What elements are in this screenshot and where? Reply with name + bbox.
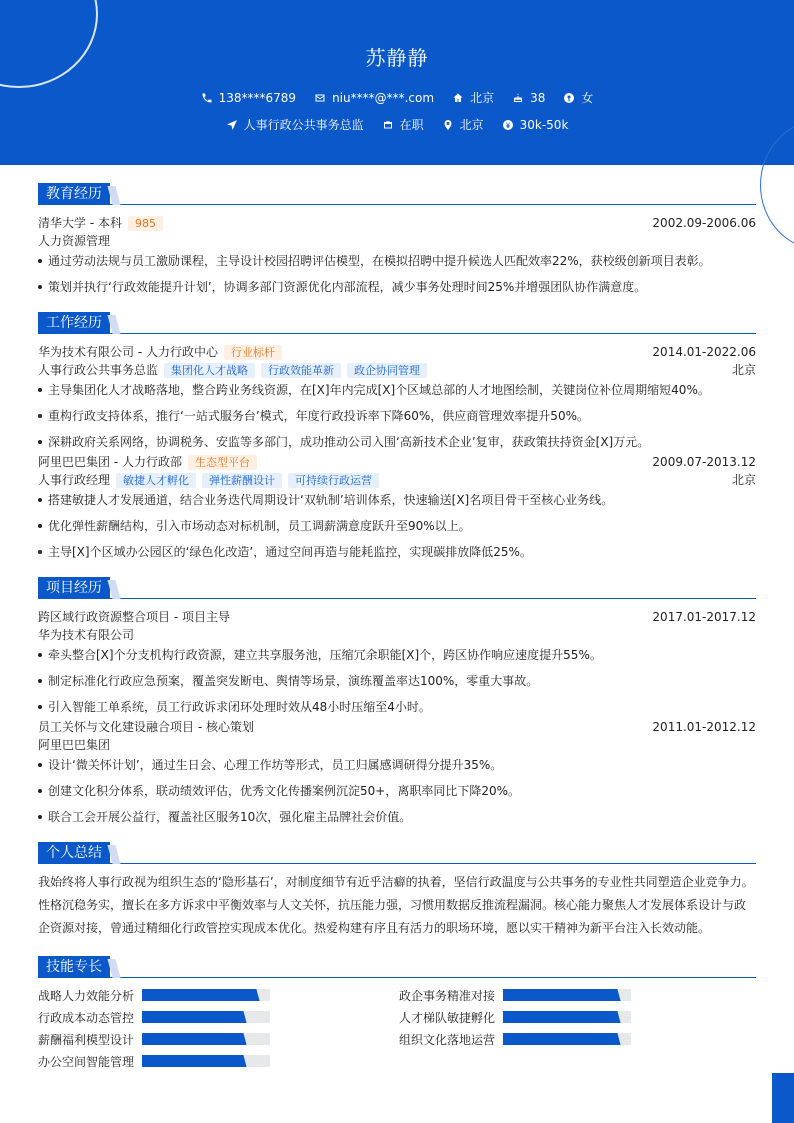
skill-level-fill [142,989,255,1001]
list-item: 联合工会开展公益行，覆盖社区服务10次，强化雇主品牌社会价值。 [38,809,756,826]
skill-level-bar [503,1011,631,1023]
list-item: 深耕政府关系网络，协调税务、安监等多部门，成功推动公司入围‘高新技术企业’复审，获政策扶持资金[X]万元。 [38,434,756,451]
home-icon [452,92,464,104]
email-text: niu****@***.com [332,90,435,105]
age-info [512,91,545,105]
skill-item [399,1009,756,1025]
skill-name: 薪酬福利模型设计 [38,1032,135,1047]
list-item: 通过劳动法规与员工激励课程，主导设计校园招聘评估模型，在模拟招聘中提升候选人匹配效率22%，获校级创新项目表彰。 [38,253,756,270]
company-tag: 生态型平台 [188,455,257,470]
skill-name: 政企事务精准对接 [399,988,496,1003]
send-icon [226,119,238,131]
work-section [38,312,756,561]
company-name: 华为技术有限公司 - 人力行政中心 [38,345,218,359]
education-dates: 2002.09-2006.06 [652,216,756,230]
skill-tag: 行政效能革新 [261,363,341,378]
skill-tag: 集团化人才战略 [164,363,255,378]
company-name: 阿里巴巴集团 - 人力行政部 [38,455,182,469]
work-city: 北京 [731,363,756,377]
skill-item [399,987,756,1003]
list-item: 引入智能工单系统，员工行政诉求闭环处理时效从48小时压缩至4小时。 [38,699,756,716]
target-position-text: 人事行政公共事务总监 [243,118,364,132]
education-header-row [38,214,756,232]
skills-grid [38,987,756,1069]
skill-level-fill [503,1011,616,1023]
list-item: 制定标准化行政应急预案，覆盖突发断电、舆情等场景，演练覆盖率达100%，零重大事故。 [38,673,756,690]
skill-name: 战略人力效能分析 [38,988,135,1003]
status-info [382,116,424,133]
target-position-info [226,116,364,133]
school-tag: 985 [128,216,163,231]
section-header [38,577,756,599]
section-header [38,183,756,205]
work-bullets [38,382,756,451]
skill-level-fill [142,1011,242,1023]
major: 人力资源管理 [38,234,111,248]
education-section [38,183,756,296]
work-dates: 2009.07-2013.12 [652,455,756,469]
list-item: 重构行政支持体系，推行‘一站式服务台’模式，年度行政投诉率下降60%，供应商管理效率提升50%。 [38,408,756,425]
project-name: 跨区域行政资源整合项目 - 项目主导 [38,610,230,624]
section-title: 工作经历 [38,312,110,334]
location-info [452,89,494,106]
decorative-block [772,1073,794,1123]
list-item: 优化弹性薪酬结构，引入市场动态对标机制，员工调薪满意度跃升至90%以上。 [38,518,756,535]
resume-body [38,183,756,1085]
list-item: 设计‘微关怀计划’，通过生日会、心理工作坊等形式，员工归属感调研得分提升35%。 [38,757,756,774]
project-org: 华为技术有限公司 [38,628,135,642]
skill-level-fill [503,1033,616,1045]
skill-name: 办公空间智能管理 [38,1054,135,1069]
skill-tag: 可持续行政运营 [288,473,379,488]
work-dates: 2014.01-2022.06 [652,345,756,359]
salary-info [502,118,569,132]
list-item: 主导集团化人才战略落地，整合跨业务线资源，在[X]年内完成[X]个区域总部的人才地图绘制，关键岗位补位周期缩短40%。 [38,382,756,399]
section-title: 个人总结 [38,842,110,864]
skill-level-bar [142,1033,270,1045]
project-entry [38,608,756,716]
section-title: 教育经历 [38,183,110,205]
school-name: 清华大学 - 本科 [38,216,122,230]
age-text: 38 [530,90,546,105]
skill-item [38,1009,399,1025]
list-item: 搭建敏捷人才发展通道，结合业务迭代周期设计‘双轨制’培训体系，快速输送[X]名项目骨干至核心业务线。 [38,492,756,509]
target-city-info [442,116,484,133]
skills-section [38,956,756,1069]
skill-tag: 敏捷人才孵化 [116,473,196,488]
gender-info [563,89,593,106]
skill-level-fill [142,1055,242,1067]
skill-level-fill [503,989,616,1001]
skill-item [399,1031,756,1047]
project-entry [38,718,756,826]
section-header [38,956,756,978]
list-item: 主导[X]个区域办公园区的‘绿色化改造’，通过空间再造与能耗监控，实现碳排放降低25%。 [38,544,756,561]
education-bullets [38,253,756,296]
money-icon [502,119,514,131]
summary-text: 我始终将人事行政视为组织生态的‘隐形基石’，对制度细节有近乎洁癖的执着，坚信行政温度与公共事务的专业性共同塑造企业竞争力。性格沉稳务实，擅长在多方诉求中平衡效率与人文关怀，抗压能力强，习惯用数据反推流程漏洞。核心能力聚焦人才发展体系设计与政企资源对接，曾通过精细化行政管控实现成本优化。热爱构建有序且有活力的职场环境，愿以实干精神为新平台注入长效动能。 [38,875,754,935]
skill-level-bar [503,989,631,1001]
project-bullets [38,647,756,716]
skill-level-bar [142,1011,270,1023]
skill-item [38,1031,399,1047]
skill-tag: 弹性薪酬设计 [202,473,282,488]
phone-icon [201,92,213,104]
candidate-name: 苏静静 [365,46,429,70]
location-text: 北京 [470,91,495,105]
project-dates: 2011.01-2012.12 [652,720,756,734]
skill-level-fill [142,1033,242,1045]
project-bullets [38,757,756,826]
email-icon [314,92,326,104]
project-dates: 2017.01-2017.12 [652,610,756,624]
work-city: 北京 [731,473,756,487]
salary-text: 30k-50k [519,117,569,132]
email-info [314,91,434,105]
project-org: 阿里巴巴集团 [38,738,111,752]
company-tag: 行业标杆 [224,345,282,360]
section-title: 技能专长 [38,956,110,978]
skill-level-bar [142,989,270,1001]
contact-info-row [0,89,794,106]
position-title: 人事行政经理 [38,473,111,487]
list-item: 创建文化积分体系，联动绩效评估，优秀文化传播案例沉淀50+，离职率同比下降20%。 [38,783,756,800]
work-bullets [38,492,756,561]
phone-info [201,91,296,105]
list-item: 牵头整合[X]个分支机构行政资源，建立共享服务池，压缩冗余职能[X]个，跨区协作响应速度提升55%。 [38,647,756,664]
resume-header [0,0,794,165]
summary-section [38,842,756,940]
status-text: 在职 [399,118,424,132]
phone-text: 138****6789 [218,90,297,105]
target-city-text: 北京 [459,118,484,132]
location-pin-icon [442,119,454,131]
section-title: 项目经历 [38,577,110,599]
skill-item [38,987,399,1003]
position-title: 人事行政公共事务总监 [38,363,159,377]
work-entry [38,343,756,451]
skill-name: 人才梯队敏捷孵化 [399,1010,496,1025]
gender-icon [563,92,575,104]
section-header [38,312,756,334]
briefcase-icon [382,119,394,131]
skill-item [38,1053,399,1069]
section-header [38,842,756,864]
skill-level-bar [142,1055,270,1067]
project-name: 员工关怀与文化建设融合项目 - 核心策划 [38,720,254,734]
skill-level-bar [503,1033,631,1045]
work-entry [38,453,756,561]
job-intent-row [0,116,794,133]
skill-name: 组织文化落地运营 [399,1032,496,1047]
cake-icon [512,92,524,104]
skill-tag: 政企协同管理 [347,363,427,378]
gender-text: 女 [581,91,594,105]
projects-section [38,577,756,826]
list-item: 策划并执行‘行政效能提升计划’，协调多部门资源优化内部流程，减少事务处理时间25%并增强团队协作满意度。 [38,279,756,296]
skill-name: 行政成本动态管控 [38,1010,135,1025]
